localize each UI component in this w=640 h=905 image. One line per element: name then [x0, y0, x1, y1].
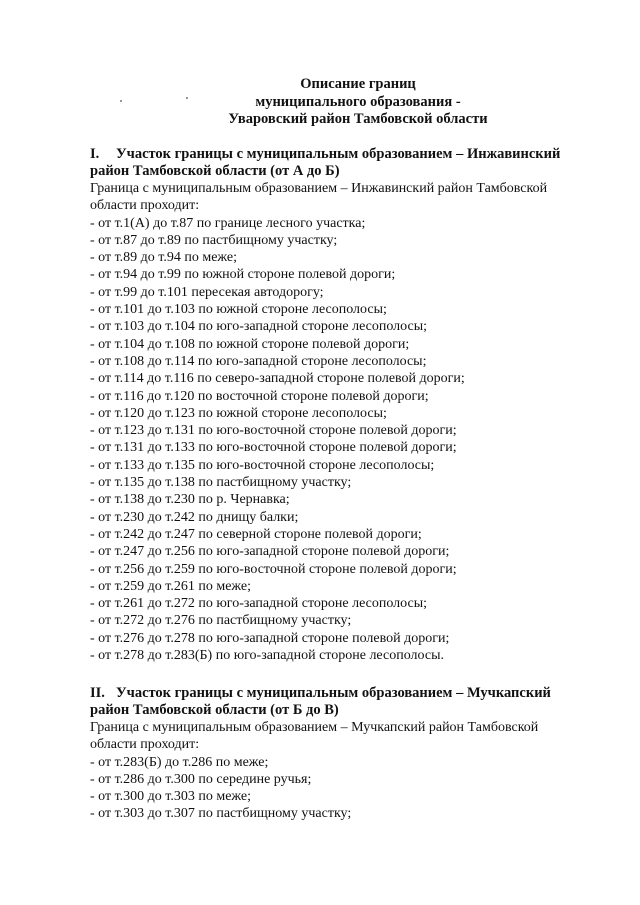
list-item: - от т.278 до т.283(Б) по юго-западной стороне лесополосы.	[90, 648, 444, 664]
list-item: - от т.276 до т.278 по юго-западной стороне полевой дороги;	[90, 630, 450, 646]
list-item: - от т.99 до т.101 пересекая автодорогу;	[90, 284, 324, 300]
list-item: - от т.103 до т.104 по юго-западной стороне лесополосы;	[90, 319, 427, 335]
list-item: - от т.131 до т.133 по юго-восточной стороне полевой дороги;	[90, 440, 457, 456]
list-item: - от т.123 до т.131 по юго-восточной стороне полевой дороги;	[90, 423, 457, 439]
scan-speck	[186, 97, 188, 99]
document-title	[0, 76, 640, 129]
section-2	[90, 685, 610, 823]
list-item: - от т.114 до т.116 по северо-западной стороне полевой дороги;	[90, 371, 465, 387]
list-item: - от т.120 до т.123 по южной стороне лесополосы;	[90, 405, 387, 421]
section-1-intro-line-1: Граница с муниципальным образованием – Инжавинский район Тамбовской	[90, 181, 548, 196]
list-item: - от т.101 до т.103 по южной стороне лесополосы;	[90, 302, 387, 318]
section-2-intro	[90, 719, 610, 754]
list-item: - от т.242 до т.247 по северной стороне полевой дороги;	[90, 526, 422, 542]
list-item: - от т.259 до т.261 по меже;	[90, 578, 252, 594]
list-item: - от т.247 до т.256 по юго-западной стороне полевой дороги;	[90, 544, 450, 560]
section-1-heading-line-1: Участок границы с муниципальным образованием – Инжавинский	[116, 146, 561, 162]
list-item: - от т.135 до т.138 по пастбищному участку;	[90, 475, 352, 491]
section-2-number: II.	[90, 685, 105, 701]
list-item: - от т.87 до т.89 по пастбищному участку;	[90, 232, 338, 248]
section-1-heading-line-2: район Тамбовской области (от А до Б)	[90, 163, 340, 179]
section-1-heading	[90, 146, 610, 180]
section-2-heading-line-2: район Тамбовской области (от Б до В)	[90, 702, 339, 718]
list-item: - от т.286 до т.300 по середине ручья;	[90, 771, 312, 787]
title-line-3: Уваровский район Тамбовской области	[228, 111, 488, 127]
section-1-intro	[90, 180, 610, 215]
list-item: - от т.116 до т.120 по восточной стороне полевой дороги;	[90, 388, 429, 404]
list-item: - от т.1(А) до т.87 по границе лесного участка;	[90, 215, 366, 231]
section-1-number: I.	[90, 146, 100, 162]
list-item: - от т.256 до т.259 по юго-восточной стороне полевой дороги;	[90, 561, 457, 577]
list-item: - от т.94 до т.99 по южной стороне полевой дороги;	[90, 267, 396, 283]
section-1-list	[90, 215, 610, 665]
section-1-intro-line-2: области проходит:	[90, 198, 200, 214]
list-item: - от т.272 до т.276 по пастбищному участку;	[90, 613, 352, 629]
section-2-intro-line-2: области проходит:	[90, 737, 200, 753]
list-item: - от т.230 до т.242 по днищу балки;	[90, 509, 299, 525]
scan-speck	[120, 100, 122, 102]
title-line-1: Описание границ	[300, 76, 416, 92]
list-item: - от т.303 до т.307 по пастбищному участку;	[90, 806, 352, 822]
list-item: - от т.283(Б) до т.286 по меже;	[90, 754, 269, 770]
list-item: - от т.108 до т.114 по юго-западной стороне лесополосы;	[90, 353, 427, 369]
section-2-heading-line-1: Участок границы с муниципальным образованием – Мучкапский	[116, 685, 551, 701]
list-item: - от т.261 до т.272 по юго-западной стороне лесополосы;	[90, 596, 427, 612]
list-item: - от т.138 до т.230 по р. Чернавка;	[90, 492, 290, 508]
section-1	[90, 146, 610, 664]
title-line-2: муниципального образования -	[255, 93, 461, 110]
list-item: - от т.133 до т.135 по юго-восточной стороне лесополосы;	[90, 457, 435, 473]
list-item: - от т.300 до т.303 по меже;	[90, 789, 252, 805]
section-2-heading	[90, 685, 610, 719]
section-2-list	[90, 754, 610, 823]
list-item: - от т.89 до т.94 по меже;	[90, 250, 238, 266]
section-2-intro-line-1: Граница с муниципальным образованием – Мучкапский район Тамбовской	[90, 720, 539, 735]
list-item: - от т.104 до т.108 по южной стороне полевой дороги;	[90, 336, 410, 352]
